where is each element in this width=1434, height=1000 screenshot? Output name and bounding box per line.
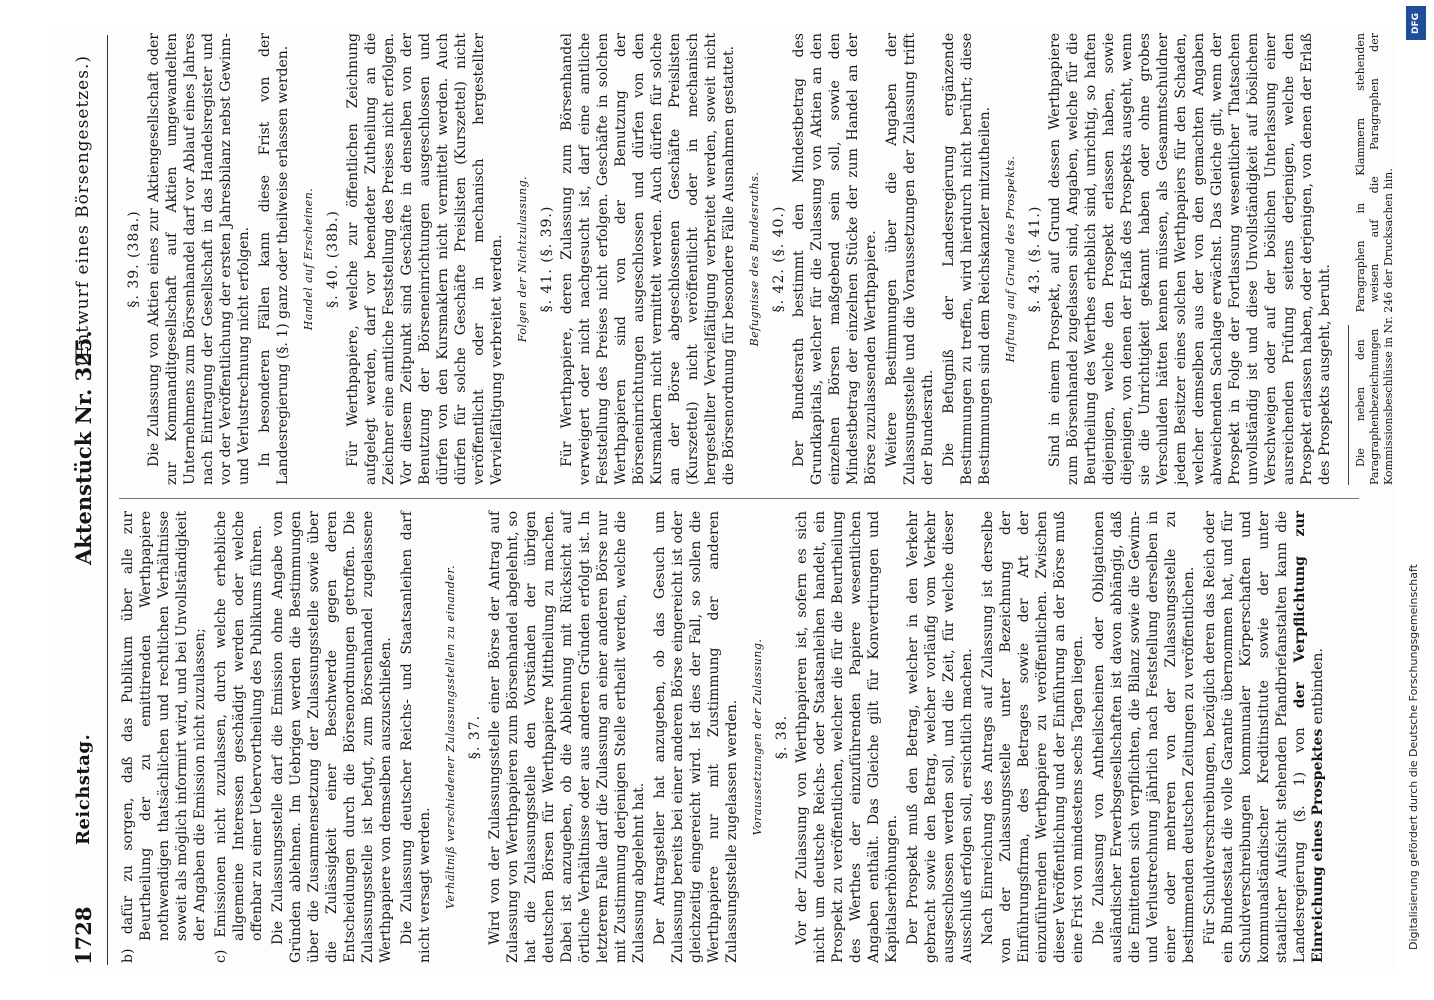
paragraph: Wird von der Zulassungsstelle einer Börse der Antrag auf Zulassung von Werthpapieren zum Börsenhandel abgelehnt, so hat die Zulassungsstelle den Vorständen der übrigen deutschen Börsen für Werthpapiere Mittheilung zu machen. Dabei ist anzugeben, ob die Ablehnung mit Rücksicht auf örtliche Verhältnisse oder aus anderen Gründen erfolgt ist. In letzterem Falle darf die Zulassung an einer anderen Börse nur mit Zustimmung derjenigen Stelle ertheilt werden, welche die Zulassung abgelehnt hat. xyxy=(487,511,647,963)
section-heading: §. 39. (38a.) xyxy=(126,210,142,308)
section-heading: §. 42. (§. 40.) xyxy=(771,205,787,313)
paragraph: Die Zulassung von Antheilscheinen oder Obligationen ausländischer Erwerbsgesellschaften ist davon abhängig, daß die Emittenten sich verpflichten, die Bilanz sowie die Gewinn- und Verlustrechnung jährlich nach Feststellung derselben in einer oder mehreren von der Zulassungsstelle zu bestimmenden deutschen Zeitungen zu veröffentlichen. xyxy=(1091,511,1197,963)
section-heading: §. 38. xyxy=(774,714,790,760)
section-heading: §. 40. (38b.) xyxy=(325,210,341,308)
paragraph: Für Werthpapiere, welche zur öffentlichen Zeichnung aufgelegt werden, darf vor beendeter Zutheilung an die Zeichner eine amtliche Feststellung des Preises nicht erfolgen. Vor diesem Zeitpunkt sind Geschäfte in denselben von der Benutzung der Börseneinrichtungen ausgeschlossen und dürfen von den Kursmaklern nicht vermittelt werden. Auch dürfen für solche Geschäfte Preislisten (Kurszettel) nicht veröffentlicht oder in mechanisch hergestellter Vervielfältigung verbreitet werden. xyxy=(345,33,505,485)
digitization-credit: Digitalisierung gefördert durch die Deutsche Forschungsgemeinschaft xyxy=(1407,564,1420,950)
dfg-logo: DFG xyxy=(1406,6,1426,40)
page-header xyxy=(67,35,108,965)
section-rubric: Folgen der Nichtzulassung. xyxy=(516,175,529,343)
page-number: 1728 xyxy=(71,906,96,965)
paragraph: Vor der Zulassung von Werthpapieren ist, sofern es sich nicht um deutsche Reichs- oder Staatsanleihen handelt, ein Prospekt zu veröffentlichen, welcher die für die Beurtheilung des Werthes der einzuführenden Papiere wesentlichen Angaben enthält. Das Gleiche gilt für Konvertirungen und Kapitalserhöhungen. xyxy=(794,511,900,963)
paragraph: Die Zulassungsstelle darf die Emission ohne Angabe von Gründen ablehnen. Im Uebrigen werden die Bestimmungen über die Zusammensetzung der Zulassungsstelle sowie über die Zulässigkeit einer Beschwerde gegen deren Entscheidungen durch die Börsenordnungen getroffen. Die Zulassungsstelle ist befugt, zum Börsenhandel zugelassene Werthpapiere von demselben auszuschließen. xyxy=(270,511,394,963)
emphasized-text: der Verpflichtung zur Einreichung eines Prospektes xyxy=(1292,511,1326,963)
item-c: c) Emissionen nicht zuzulassen, durch welche erhebliche allgemeine Interessen geschädigt werden oder welche offenbar zu einer Uebervortheilung des Publikums führen. xyxy=(213,511,265,963)
paragraph: Die Zulassung deutscher Reichs- und Staatsanleihen darf nicht versagt werden. xyxy=(399,511,433,963)
section-heading: §. 37. xyxy=(467,714,483,760)
section-heading: §. 43. (§. 41.) xyxy=(1027,205,1043,313)
section-rubric: Haftung auf Grund des Prospekts. xyxy=(1004,155,1017,363)
paragraph-text: entbinden. xyxy=(1310,648,1326,725)
section-rubric: Voraussetzungen der Zulassung. xyxy=(751,638,764,836)
paragraph: Der Prospekt muß den Betrag, welcher in den Verkehr gebracht sowie den Betrag, welcher vorläufig vom Verkehr ausgeschlossen werden soll, und die Zeit, für welche dieser Ausschluß erfolgen soll, ersichtlich machen. xyxy=(905,511,975,963)
paragraph: Der Bundesrath bestimmt den Mindestbetrag des Grundkapitals, welcher für die Zulassung von Aktien an den einzelnen Börsen maßgebend sein soll, sowie den Mindestbetrag der einzelnen Stücke der zum Handel an der Börse zuzulassenden Werthpapiere. xyxy=(791,33,879,485)
digitization-sidebar xyxy=(1398,0,1434,1000)
section-rubric: Verhältniß verschiedener Zulassungsstellen zu einander. xyxy=(444,565,457,909)
document-page xyxy=(55,25,1395,975)
paragraph: Der Antragsteller hat anzugeben, ob das Gesuch um Zulassung bereits bei einer anderen Börse eingereicht ist oder gleichzeitig eingereicht wird. Ist dies der Fall, so sollen die Werthpapiere nur mit Zustimmung der anderen Zulassungsstelle zugelassen werden. xyxy=(652,511,740,963)
paragraph: Sind in einem Prospekt, auf Grund dessen Werthpapiere zum Börsenhandel zugelassen sind, Angaben, welche für die Beurtheilung des Werthes erheblich sind, unrichtig, so haften diejenigen, welche den Prospekt erlassen haben, sowie diejenigen, von denen der Erlaß des Prospekts ausgeht, wenn sie die Unrichtigkeit gekannt haben oder ohne grobes Verschulden hätten kennen müssen, als Gesammtschuldner jedem Besitzer eines solchen Werthpapiers für den Schaden, welcher demselben aus der von den gemachten Angaben abweichenden Sachlage erwächst. Das Gleiche gilt, wenn der Prospekt in Folge der Fortlassung wesentlicher Thatsachen unvollständig ist und diese Unvollständigkeit auf böslichem Verschweigen oder auf der böslichen Unterlassung einer ausreichenden Prüfung seitens derjenigen, welche den Prospekt erlassen haben, oder derjenigen, von denen der Erlaß des Prospekts ausgeht, beruht. xyxy=(1047,33,1333,485)
paragraph: Für Werthpapiere, deren Zulassung zum Börsenhandel verweigert oder nicht nachgesucht ist, darf eine amtliche Feststellung des Preises nicht erfolgen. Geschäfte in solchen Werthpapieren sind von der Benutzung der Börseneinrichtungen ausgeschlossen und dürfen von den Kursmaklern nicht vermittelt werden. Auch dürfen für solche an der Börse abgeschlossenen Geschäfte Preislisten (Kurszettel) nicht veröffentlicht oder in mechanisch hergestellter Vervielfältigung verbreitet werden, soweit nicht die Börsenordnung für besondere Fälle Ausnahmen gestattet. xyxy=(559,33,737,485)
paragraph: Nach Einreichung des Antrags auf Zulassung ist derselbe von der Zulassungsstelle unter Bezeichnung der Einführungsfirma, des Betrages sowie der Art der einzuführenden Werthpapiere zu veröffentlichen. Zwischen dieser Veröffentlichung und der Einführung an der Börse muß eine Frist von mindestens sechs Tagen liegen. xyxy=(980,511,1086,963)
footnote: Die neben den Paragraphen in Klammern stehenden Paragraphenbezeichnungen weisen auf die Paragraphen der Kommissionsbeschlüsse in Nr. 246 der Drucksachen hin. xyxy=(1354,33,1395,485)
section-rubric: Befugnisse des Bundesraths. xyxy=(748,171,761,347)
right-column xyxy=(119,33,1395,485)
paragraph-text: Für Schuldverschreibungen, bezüglich deren das Reich oder ein Bundesstaat die volle Garantie übernommen hat, und für Schuldverschreibungen kommunaler Körperschaften und kommunalständischer Kreditinstitute sowie der unter staatlicher Aufsicht stehenden Pfandbriefanstalten kann die Landesregierung (§. 1) von xyxy=(1202,511,1308,963)
footnote-divider xyxy=(1348,325,1349,485)
header-title: (Entwurf eines Börsengesetzes.) xyxy=(73,55,93,366)
column-divider xyxy=(119,498,1359,499)
header-reichstag: Reichstag. xyxy=(73,733,94,845)
left-column xyxy=(119,511,1369,963)
paragraph: Die Befugniß der Landesregierung ergänzende Bestimmungen zu treffen, wird hierdurch nicht berührt; diese Bestimmungen sind dem Reichskanzler mitzutheilen. xyxy=(941,33,993,485)
paragraph xyxy=(1201,511,1327,963)
paragraph: In besonderen Fällen kann diese Frist von der Landesregierung (§. 1) ganz oder theilweise erlassen werden. xyxy=(257,33,291,485)
paragraph: Die Zulassung von Aktien eines zur Aktiengesellschaft oder zur Kommanditgesellschaft auf Aktien umgewandelten Unternehmens zum Börsenhandel darf vor Ablauf eines Jahres nach Eintragung der Gesellschaft in das Handelsregister und vor der Veröffentlichung der ersten Jahresbilanz nebst Gewinn- und Verlustrechnung nicht erfolgen. xyxy=(146,33,252,485)
section-heading: §. 41. (§. 39.) xyxy=(539,205,555,313)
item-b: b) dafür zu sorgen, daß das Publikum über alle zur Beurtheilung der zu emittirenden Werthpapiere nothwendigen thatsächlichen und rechtlichen Verhältnisse soweit als möglich informirt wird, und bei Unvollständigkeit der Angaben die Emission nicht zuzulassen; xyxy=(120,511,208,963)
header-aktenstueck: Aktenstück Nr. 325. xyxy=(71,330,96,565)
paragraph: Weitere Bestimmungen über die Angaben der Zulassungsstelle und die Voraussetzungen der Zulassung trifft der Bundesrath. xyxy=(884,33,936,485)
section-rubric: Handel auf Erscheinen. xyxy=(302,187,315,331)
